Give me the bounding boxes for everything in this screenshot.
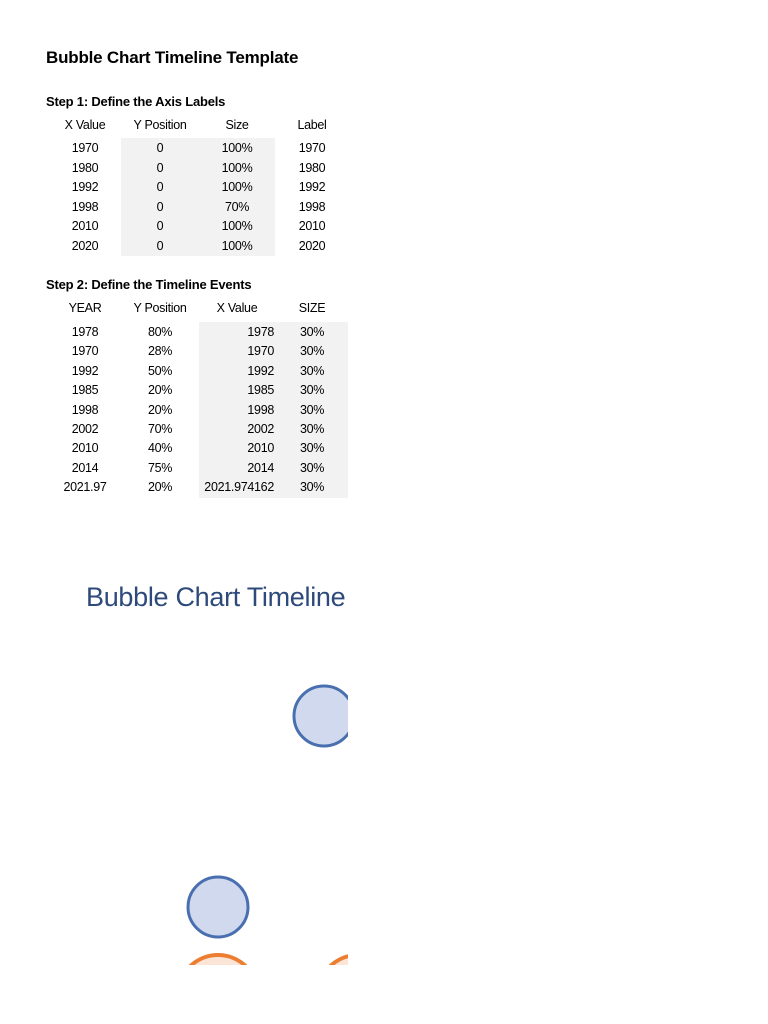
table-cell: 1980 <box>71 160 99 175</box>
table-cell: 2014 <box>247 460 274 475</box>
table-cell: 100% <box>221 219 253 233</box>
table-cell: 70% <box>224 199 250 214</box>
table-cell: 2020 <box>71 238 99 253</box>
table-cell: 20% <box>147 383 173 398</box>
table-cell: 30% <box>299 480 325 495</box>
column-header: Y Position <box>133 301 187 315</box>
table-cell: 50% <box>147 363 173 378</box>
column-header: Label <box>297 118 327 132</box>
table-cell: 2021.97 <box>63 480 107 495</box>
table-cell: 1992 <box>247 363 274 378</box>
table-cell: 1978 <box>247 325 274 339</box>
table-cell: 1998 <box>71 199 99 214</box>
table-cell: 30% <box>299 460 325 475</box>
table-cell: 1985 <box>71 383 99 398</box>
table-cell: 100% <box>221 238 253 253</box>
table-cell: 0 <box>156 219 164 233</box>
table-cell: 100% <box>221 141 253 155</box>
table-cell: 0 <box>156 141 164 155</box>
table-cell: 20% <box>147 480 173 495</box>
table-cell: 0 <box>156 160 164 175</box>
bubble-chart <box>0 555 348 965</box>
event-bubble <box>294 686 348 746</box>
table-cell: 100% <box>221 160 253 175</box>
table-cell: 2010 <box>71 219 99 233</box>
axis-bubble <box>178 955 258 965</box>
table-cell: 40% <box>147 441 173 456</box>
chart-canvas <box>0 555 348 965</box>
table-cell: 70% <box>147 422 173 436</box>
table-cell: 100% <box>221 180 253 194</box>
page-title: Bubble Chart Timeline Template <box>46 48 299 67</box>
table-cell: 1978 <box>71 325 99 339</box>
table-cell: 1992 <box>71 363 99 378</box>
column-header: Size <box>225 118 249 132</box>
table-cell: 1980 <box>298 160 326 175</box>
step1-heading: Step 1: Define the Axis Labels <box>46 94 226 109</box>
table-cell: 0 <box>156 238 164 253</box>
table-cell: 30% <box>299 344 325 359</box>
table-cell: 2014 <box>71 460 99 475</box>
table-cell: 0 <box>156 180 164 194</box>
table-cell: 1992 <box>298 180 326 194</box>
table-cell: 1970 <box>71 344 99 359</box>
table-cell: 75% <box>147 460 173 475</box>
table-cell: 30% <box>299 422 325 436</box>
table-cell: 1998 <box>71 402 99 417</box>
table-cell: 1998 <box>247 402 274 417</box>
table-cell: 30% <box>299 325 325 339</box>
step2-heading: Step 2: Define the Timeline Events <box>46 277 252 292</box>
table-cell: 30% <box>299 441 325 456</box>
table-cell: 1985 <box>247 383 274 398</box>
table-cell: 30% <box>299 383 325 398</box>
table-cell: 0 <box>156 199 164 214</box>
table-cell: 80% <box>147 325 173 339</box>
event-bubble <box>188 877 248 937</box>
table-cell: 2010 <box>247 441 274 456</box>
table-cell: 30% <box>299 402 325 417</box>
table-cell: 28% <box>147 344 173 359</box>
column-header: SIZE <box>298 301 326 315</box>
chart-title: Bubble Chart Timeline <box>86 582 346 612</box>
table-cell: 1998 <box>298 199 326 214</box>
table-cell: 2020 <box>298 238 326 253</box>
table-cell: 2002 <box>247 422 274 436</box>
table-cell: 1970 <box>71 141 99 155</box>
column-header: YEAR <box>68 301 102 315</box>
column-header: X Value <box>64 118 106 132</box>
table-cell: 1970 <box>298 141 326 155</box>
table-cell: 2021.974162 <box>204 480 274 495</box>
table-cell: 1992 <box>71 180 99 194</box>
column-header: X Value <box>216 301 258 315</box>
table-cell: 2002 <box>71 422 99 436</box>
table-cell: 2010 <box>298 219 326 233</box>
column-header: Y Position <box>133 118 187 132</box>
table-cell: 20% <box>147 402 173 417</box>
table-cell: 30% <box>299 363 325 378</box>
table-cell: 1970 <box>247 344 274 359</box>
axis-bubble <box>318 955 348 965</box>
table-cell: 2010 <box>71 441 99 456</box>
